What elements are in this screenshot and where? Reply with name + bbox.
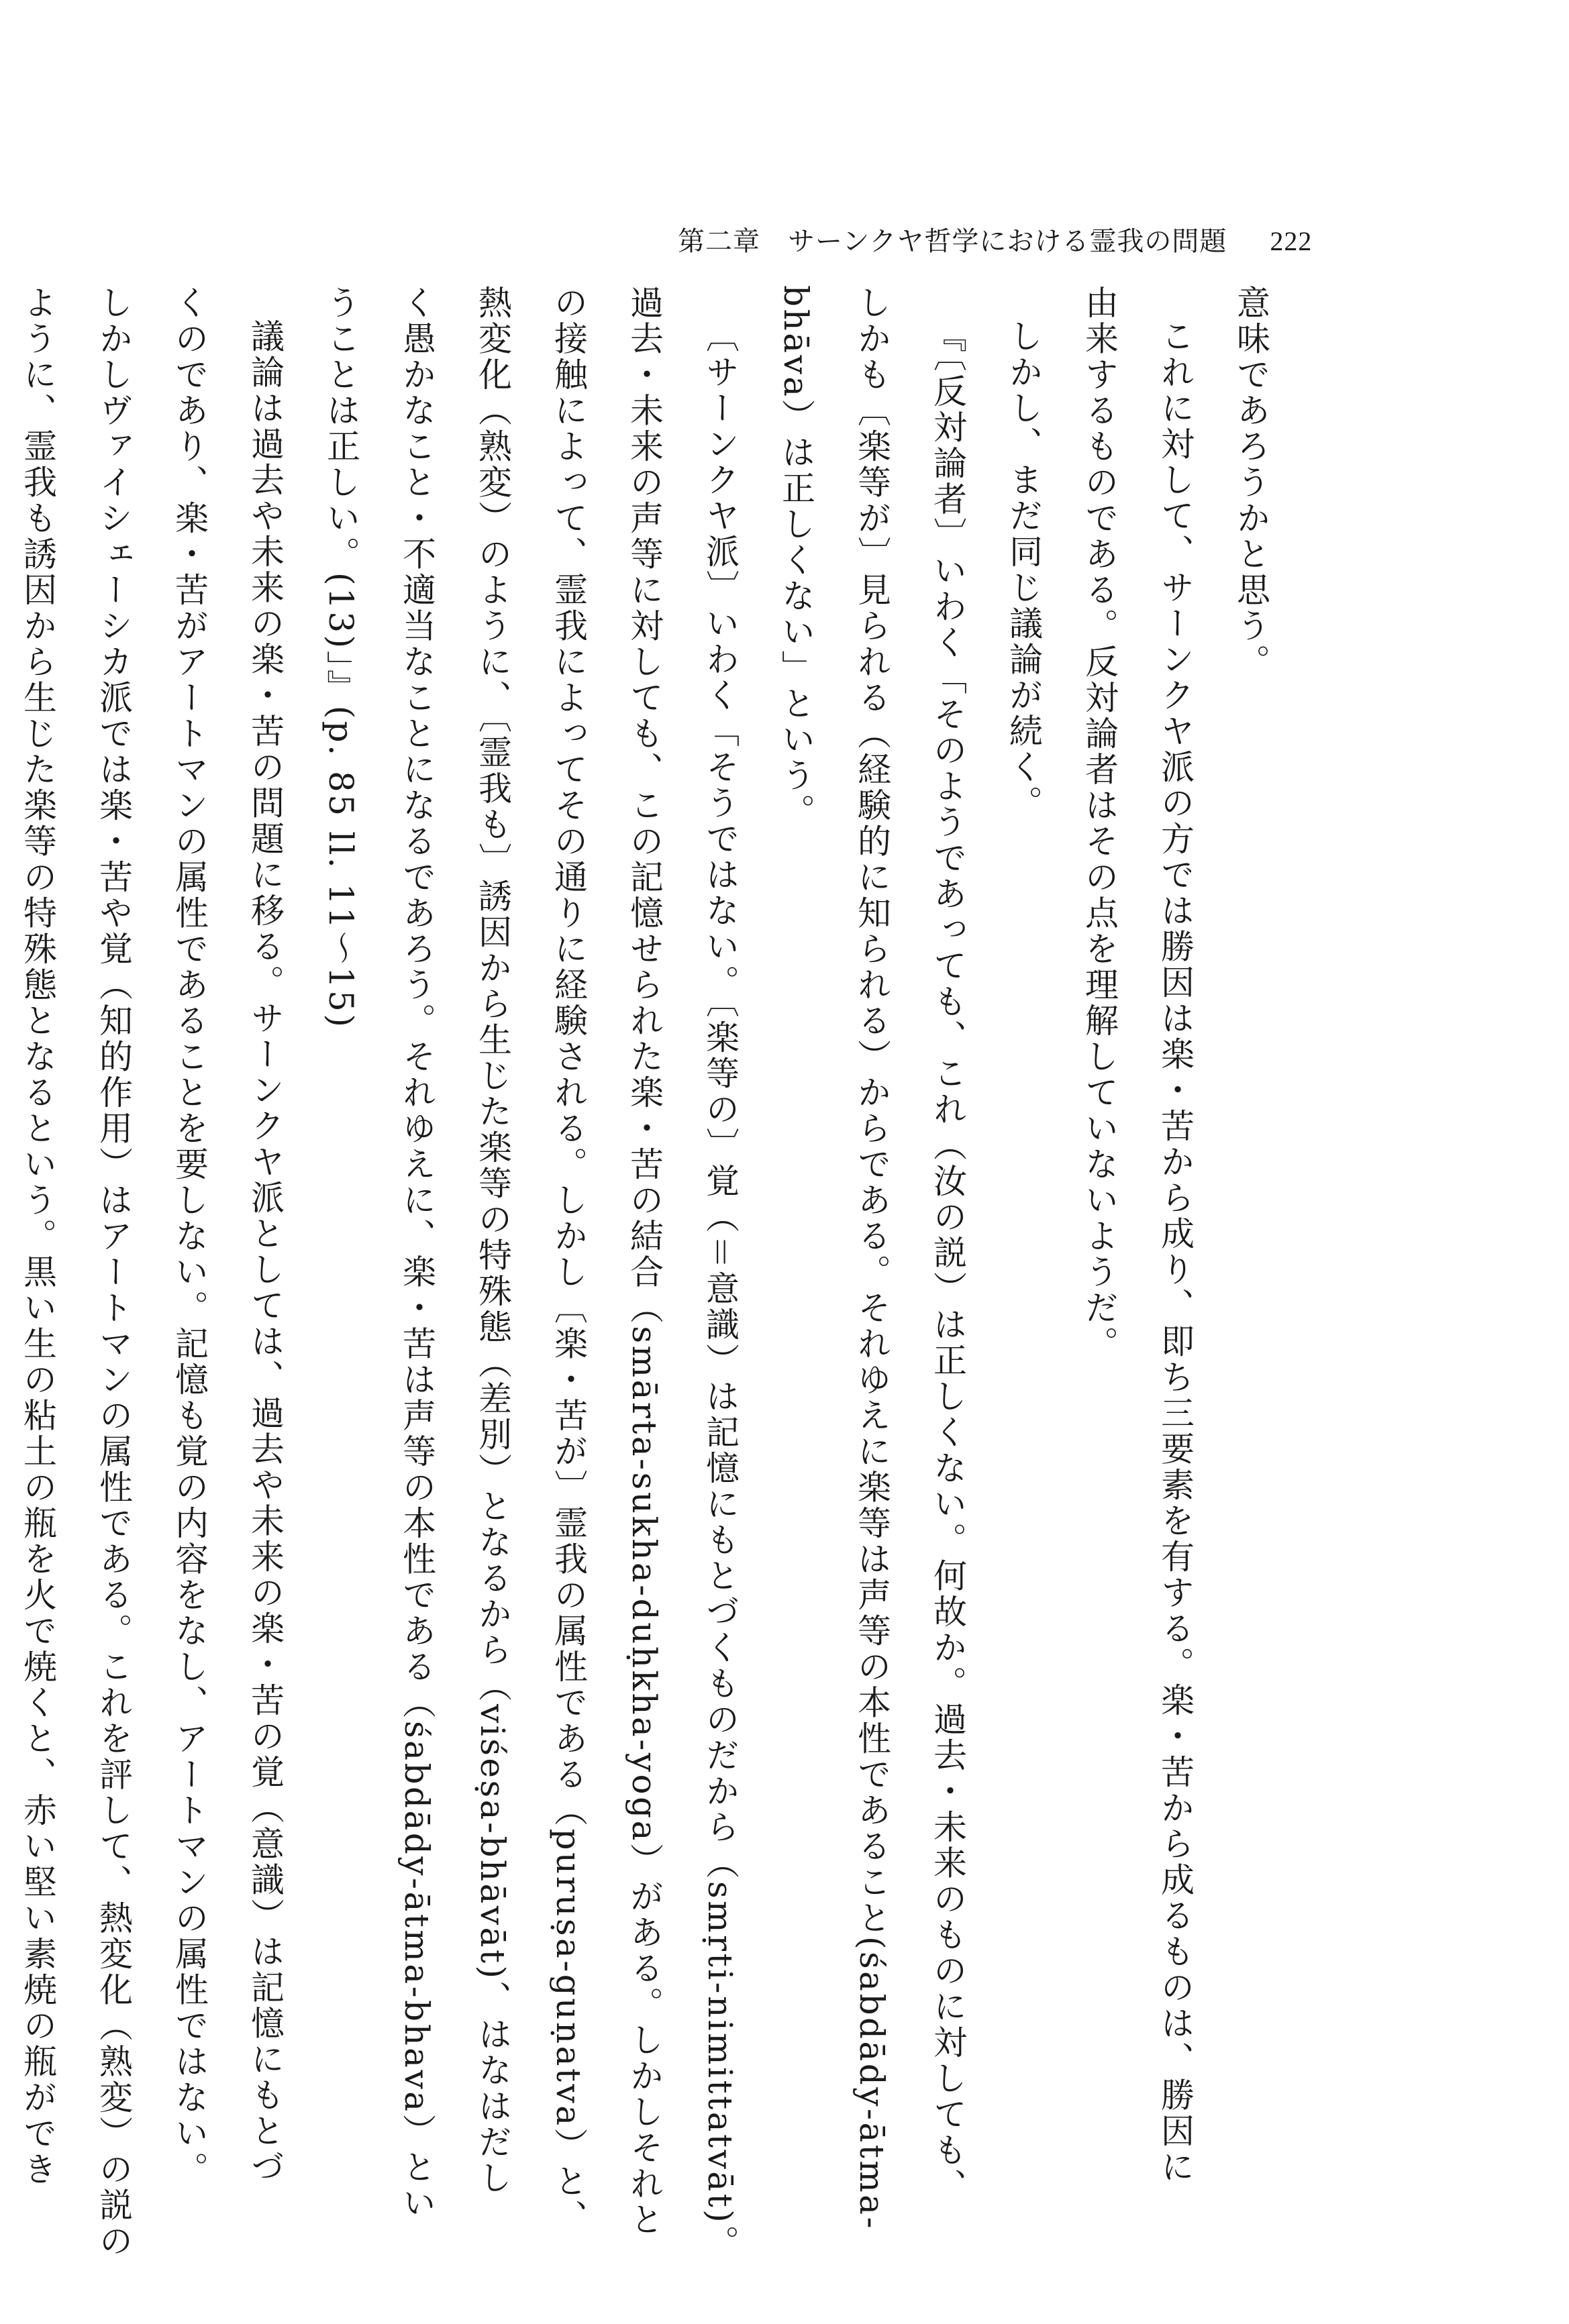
text-line: ように、霊我も誘因から生じた楽等の特殊態となるという。黒い生の粘土の瓶を火で焼くと、赤い堅い素焼の瓶ができ: [18, 285, 57, 2188]
text-line: く愚かなこと・不適当なことになるであろう。それゆえに、楽・苦は声等の本性である（śabdādy-ātma-bhava）とい: [397, 285, 436, 2222]
text-line: 由来するものである。反対論者はその点を理解していないようだ。: [1080, 285, 1119, 1362]
body-text: [18, 285, 1288, 2261]
text-line: の接触によって、霊我によってその通りに経験される。しかし〔楽・苦が〕霊我の属性である（puruṣa-guṇatva）と、: [549, 285, 588, 2236]
text-line: 過去・未来の声等に対しても、この記憶せられた楽・苦の結合（smārta-sukha-duḥkha-yoga）がある。しかしそれと: [625, 285, 664, 2238]
text-line: うことは正しい。(13)」』(p. 85 ll. 11〜15): [321, 285, 360, 1030]
text-line: これに対して、サーンクヤ派の方では勝因は楽・苦から成り、即ち三要素を有する。楽・苦から成るものは、勝因に: [1156, 319, 1195, 2185]
text-line: 議論は過去や未来の楽・苦の問題に移る。サーンクヤ派としては、過去や未来の楽・苦の覚（意識）は記憶にもとづ: [246, 319, 285, 2185]
text-line: 意味であろうかと思う。: [1231, 285, 1270, 680]
running-header: [678, 221, 1313, 262]
text-line: しかも〔楽等が〕見られる（経験的に知られる）からである。それゆえに楽等は声等の本性であること(śabdādy-ātma-: [852, 285, 891, 2231]
text-line: 〔サーンクヤ派〕いわく「そうではない。〔楽等の〕覚（＝意識）は記憶にもとづくものだから（smṛti-nimittatvāt)。: [701, 319, 740, 2261]
chapter-title: 第二章 サーンクヤ哲学における霊我の問題: [678, 226, 1227, 257]
text-line: bhāva）は正しくない」という。: [776, 285, 815, 830]
text-line: しかしヴァイシェーシカ派では楽・苦や覚（知的作用）はアートマンの属性である。これを評して、熱変化（熟変）の説の: [94, 285, 133, 2260]
text-line: しかし、まだ同じ議論が続く。: [1004, 319, 1043, 821]
text-line: 『〔反対論者〕いわく「そのようであっても、これ（汝の説）は正しくない。何故か。過去・未来のものに対しても、: [928, 319, 967, 2205]
text-line: くのであり、楽・苦がアートマンの属性であることを要しない。記憶も覚の内容をなし、アートマンの属性ではない。: [170, 285, 209, 2188]
page-number: 222: [1270, 226, 1313, 256]
text-line: 熱変化（熟変）のように、〔霊我も〕誘因から生じた楽等の特殊態（差別）となるから（viśeṣa-bhāvāt)、はなはだし: [473, 285, 512, 2197]
